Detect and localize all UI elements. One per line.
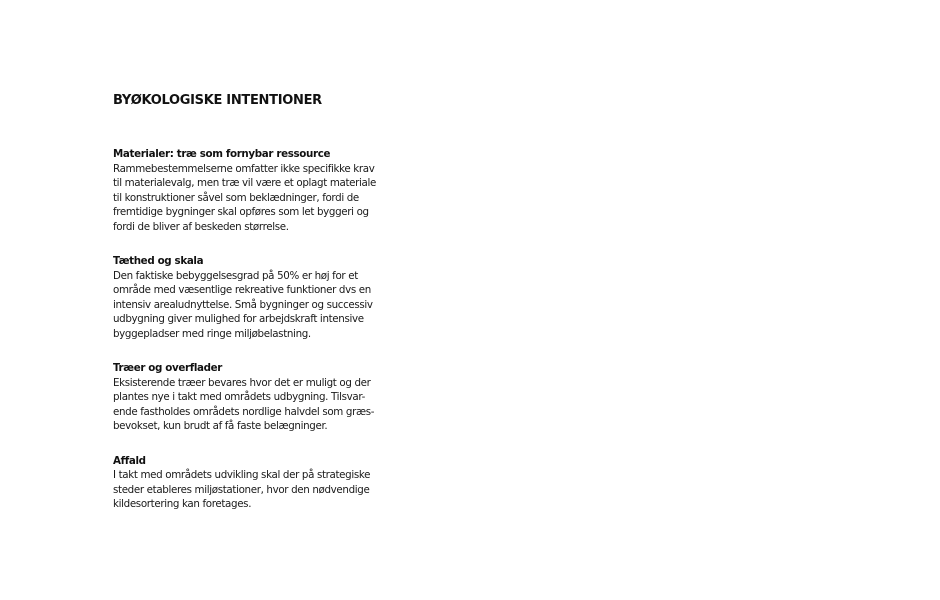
paragraph-line: steder etableres miljøstationer, hvor den nødvendige bbox=[113, 483, 370, 496]
section-heading: Træer og overflader bbox=[113, 362, 223, 374]
paragraph-line: område med væsentlige rekreative funktioner dvs en bbox=[113, 284, 371, 296]
paragraph-line: udbygning giver mulighed for arbejdskraft intensive bbox=[113, 313, 364, 325]
paragraph-line: Den faktiske bebyggelsesgrad på 50% er høj for et bbox=[113, 269, 358, 282]
section-heading: Tæthed og skala bbox=[113, 255, 204, 267]
paragraph-line: Eksisterende træer bevares hvor det er muligt og der bbox=[113, 376, 371, 389]
section-materialer bbox=[113, 147, 393, 234]
paragraph-line: bevokset, kun brudt af få faste belægninger. bbox=[113, 420, 328, 432]
paragraph-line: til materialevalg, men træ vil være et oplagt materiale bbox=[113, 177, 376, 189]
section-heading: Affald bbox=[113, 454, 146, 467]
paragraph-line: intensiv arealudnyttelse. Små bygninger og successiv bbox=[113, 298, 373, 311]
section-traeer-og-overflader bbox=[113, 361, 393, 434]
text-column bbox=[113, 147, 393, 532]
paragraph-line: til konstruktioner såvel som beklædninger, fordi de bbox=[113, 191, 359, 204]
paragraph-line: Rammebestemmelserne omfatter ikke specifikke krav bbox=[113, 162, 375, 175]
page-title: BYØKOLOGISKE INTENTIONER bbox=[113, 93, 322, 108]
paragraph-line: fordi de bliver af beskeden størrelse. bbox=[113, 220, 289, 233]
paragraph-line: kildesortering kan foretages. bbox=[113, 498, 252, 510]
section-taethed-og-skala bbox=[113, 254, 393, 341]
paragraph-line: fremtidige bygninger skal opføres som let byggeri og bbox=[113, 206, 369, 218]
paragraph-line: I takt med områdets udvikling skal der på strategiske bbox=[113, 469, 371, 481]
paragraph-line: ende fastholdes områdets nordlige halvdel som græs- bbox=[113, 405, 375, 418]
section-heading: Materialer: træ som fornybar ressource bbox=[113, 148, 331, 160]
paragraph-line: byggepladser med ringe miljøbelastning. bbox=[113, 327, 311, 340]
paragraph-line: plantes nye i takt med områdets udbygning. Tilsvar- bbox=[113, 391, 365, 403]
section-affald bbox=[113, 454, 393, 512]
